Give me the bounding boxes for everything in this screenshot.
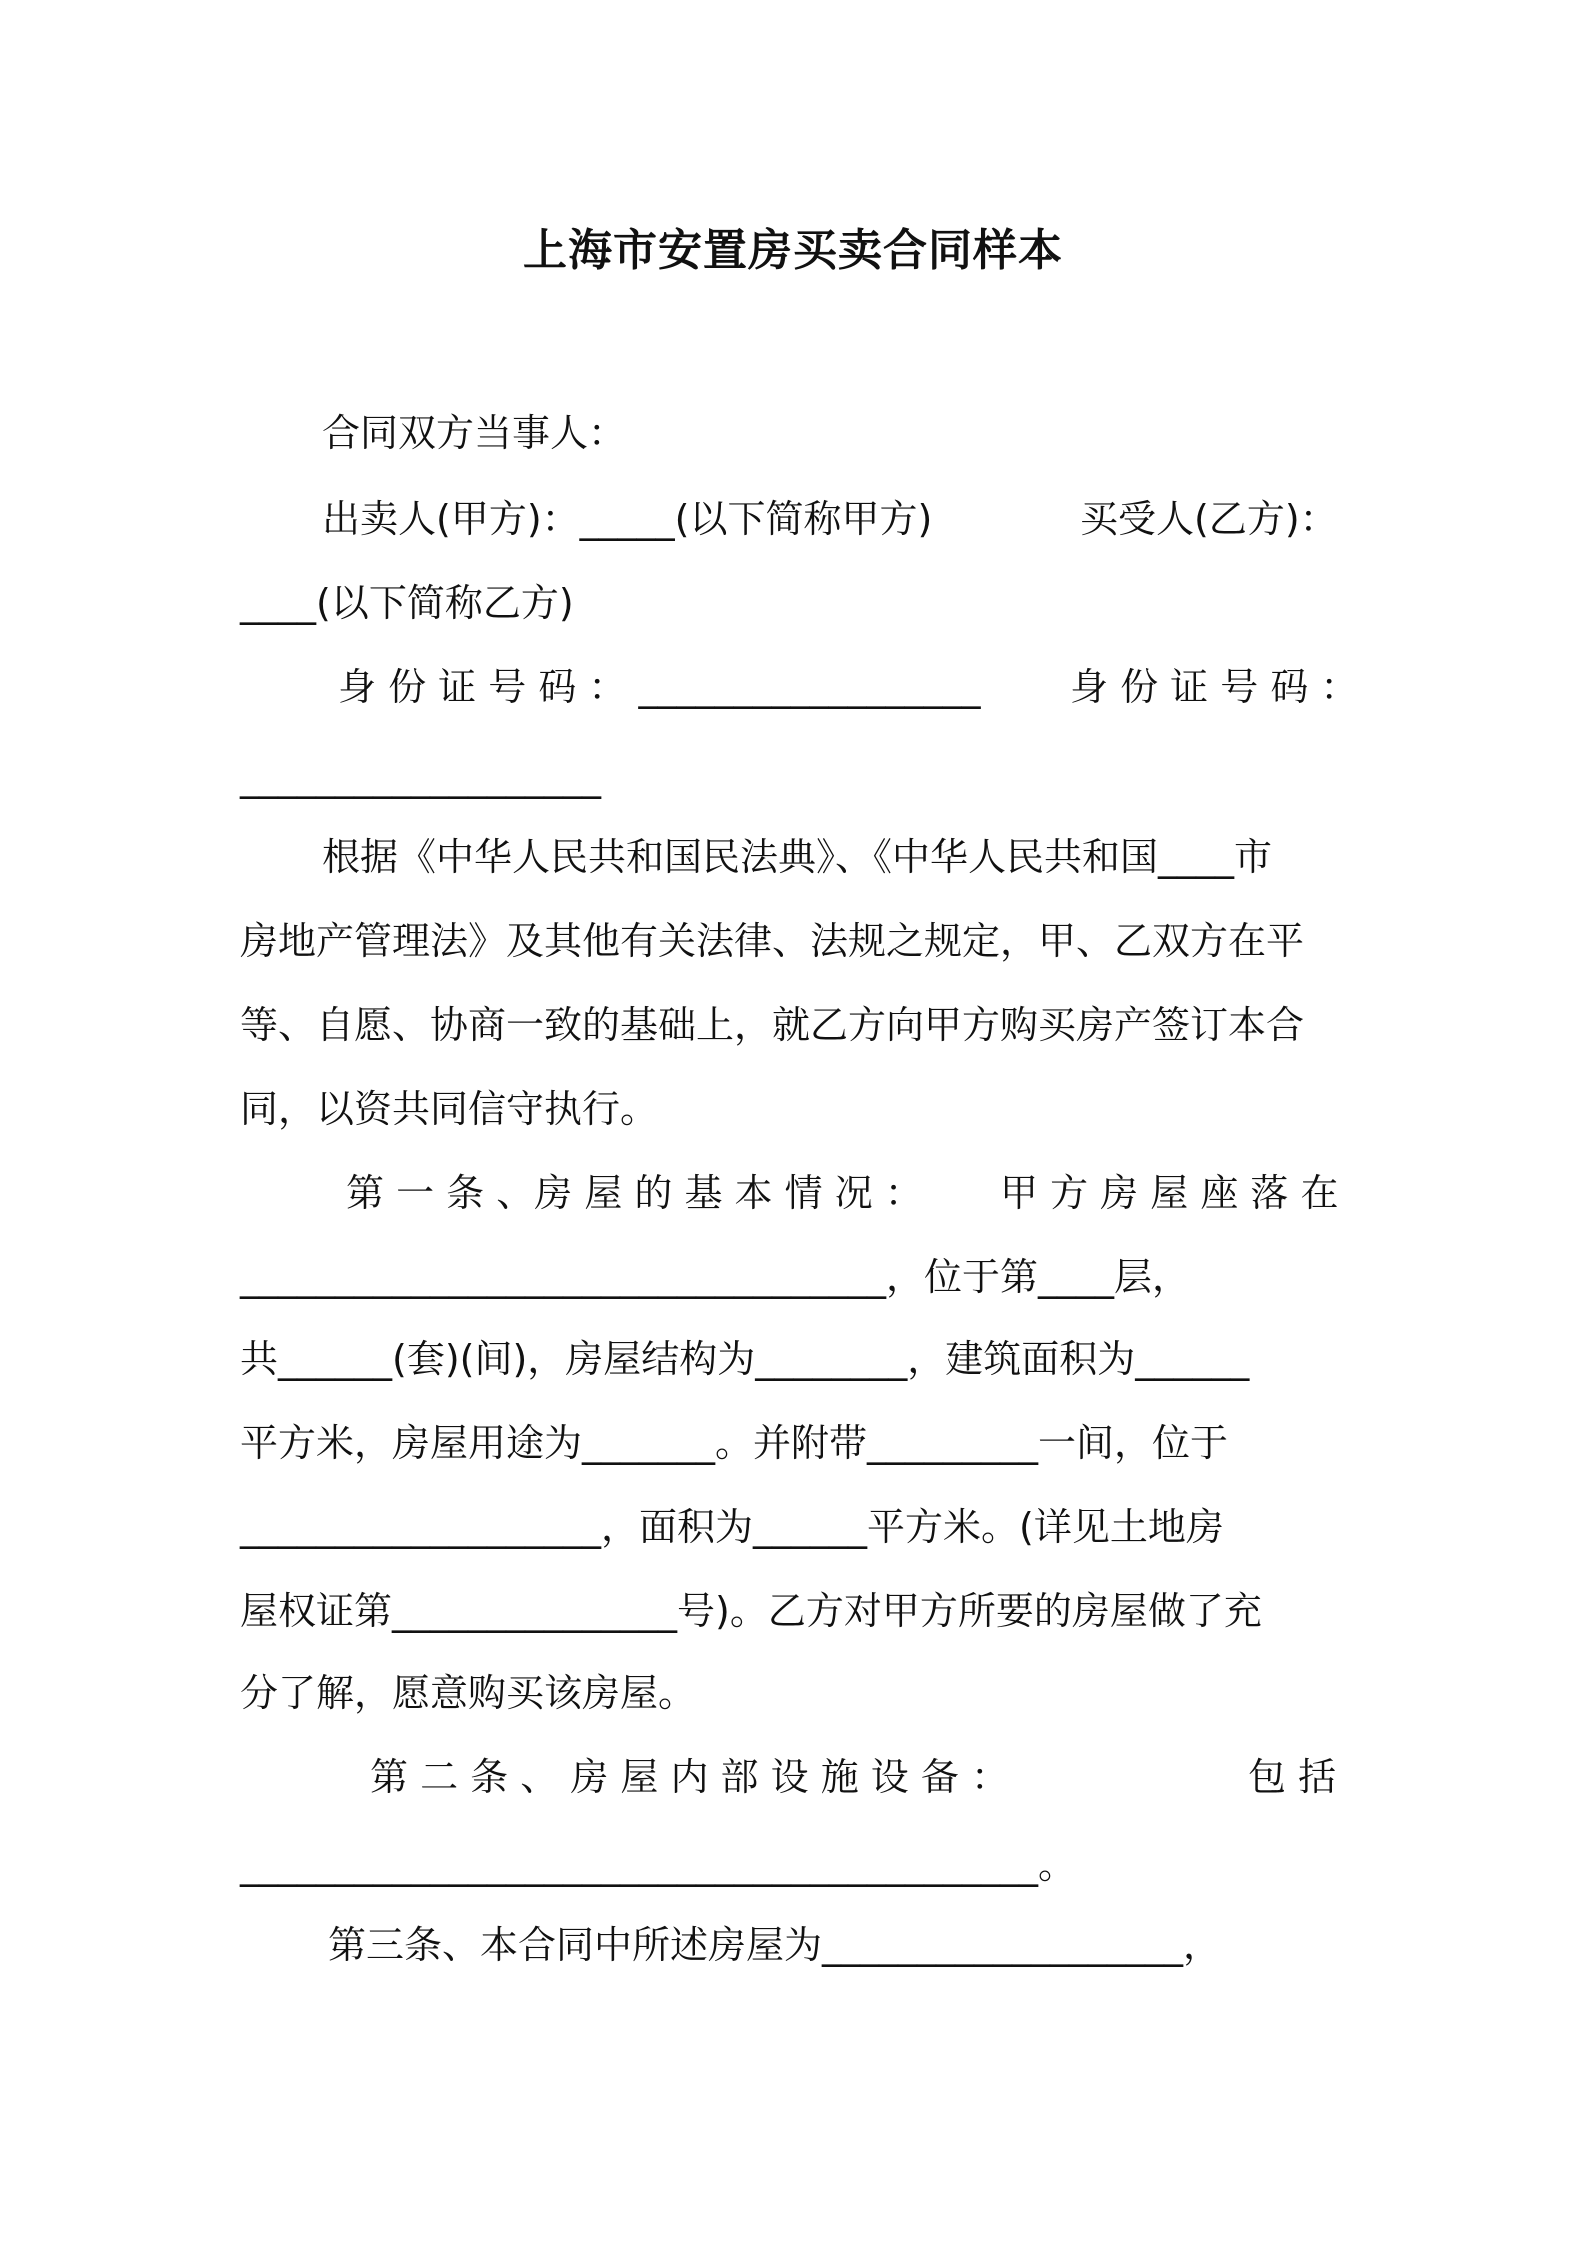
article-2-blank-line: __________________________________________。 <box>240 1843 1077 1887</box>
article-1-line-7: 分了解，愿意购买该房屋。 <box>240 1671 697 1715</box>
article-1-line-3: 共______(套)(间)，房屋结构为________，建筑面积为______ <box>240 1337 1250 1381</box>
preamble-line-3: 等、自愿、协商一致的基础上，就乙方向甲方购买房产签订本合 <box>240 1003 1305 1047</box>
buyer-label: 买受人(乙方)： <box>1080 497 1338 541</box>
buyer-id-blank: ___________________ <box>240 755 601 799</box>
seller-id-line: 身 份 证 号 码 ： __________________ <box>338 665 981 709</box>
article-1-heading: 第 一 条 、房 屋 的 基 本 情 况 ： <box>346 1171 923 1215</box>
article-2-heading: 第 二 条 、 房 屋 内 部 设 施 设 备 ： <box>370 1755 1009 1799</box>
article-1-line-6: 屋权证第_______________号)。乙方对甲方所要的房屋做了充 <box>240 1589 1262 1633</box>
seller-line: 出卖人(甲方)：_____(以下简称甲方) <box>322 497 933 541</box>
article-2-includes-label: 包 括 <box>1248 1755 1337 1799</box>
preamble-line-1: 根据《中华人民共和国民法典》、《中华人民共和国____市 <box>322 835 1273 879</box>
article-1-line-2: __________________________________，位于第____层， <box>240 1255 1191 1299</box>
preamble-line-4: 同，以资共同信守执行。 <box>240 1087 659 1131</box>
article-1-line-5: ___________________，面积为______平方米。(详见土地房 <box>240 1505 1224 1549</box>
buyer-id-label: 身 份 证 号 码 ： <box>1070 665 1359 709</box>
article-3-line-1: 第三条、本合同中所述房屋为___________________， <box>328 1923 1222 1967</box>
article-1-location-label: 甲 方 房 屋 座 落 在 <box>1000 1171 1339 1215</box>
article-1-line-4: 平方米，房屋用途为_______。并附带_________一间，位于 <box>240 1421 1229 1465</box>
preamble-line-2: 房地产管理法》及其他有关法律、法规之规定，甲、乙双方在平 <box>240 919 1305 963</box>
buyer-line: ____(以下简称乙方) <box>240 581 574 625</box>
document-title: 上海市安置房买卖合同样本 <box>523 225 1063 276</box>
parties-heading: 合同双方当事人： <box>322 411 627 455</box>
